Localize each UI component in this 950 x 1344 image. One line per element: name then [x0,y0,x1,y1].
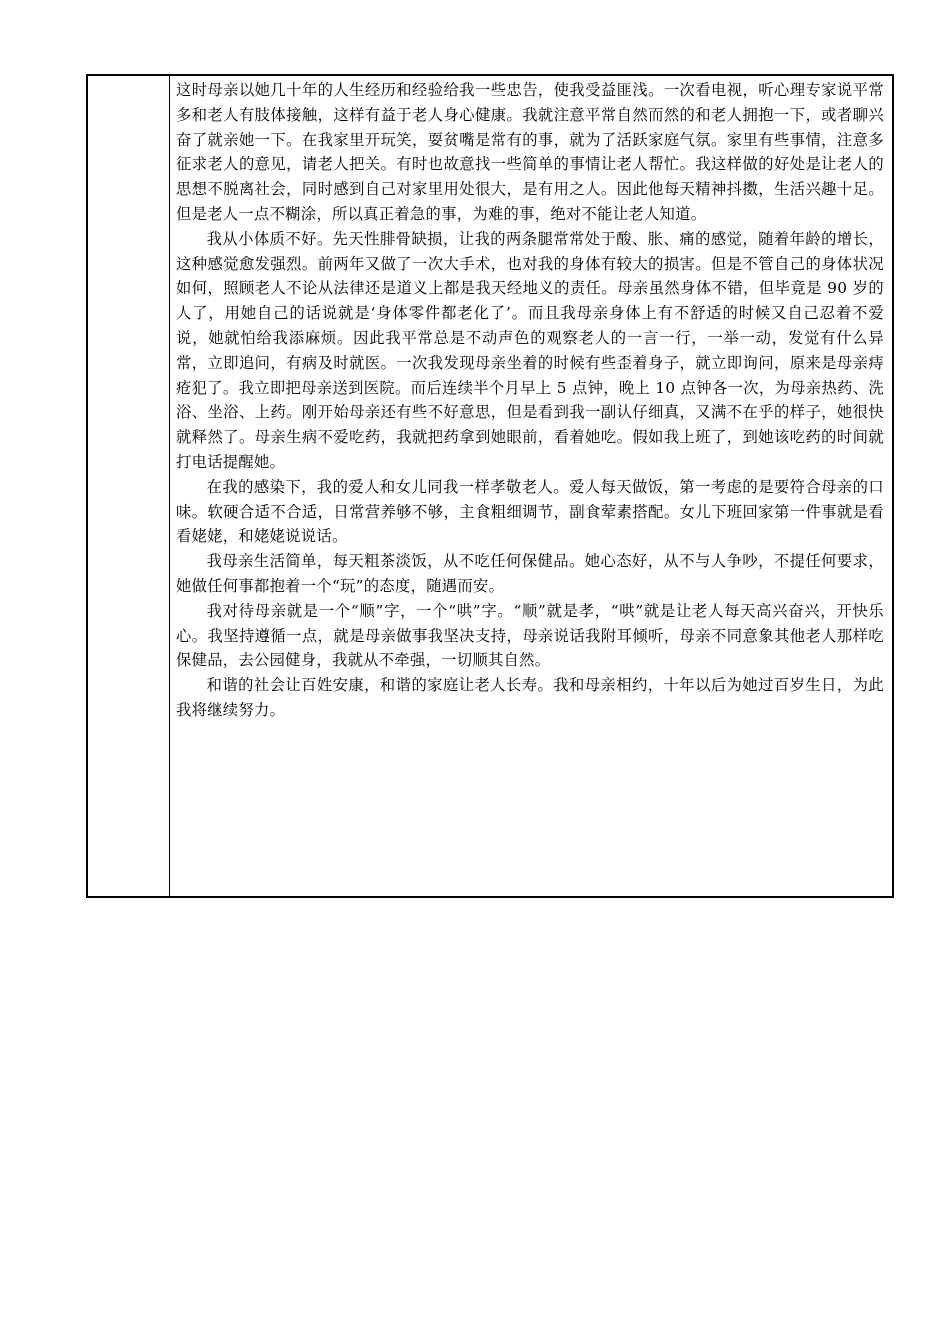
paragraph-5: 我对待母亲就是一个“顺”字，一个“哄”字。“顺”就是孝，“哄”就是让老人每天高兴奋兴，开快乐心。我坚持遵循一点，就是母亲做事我坚决支持，母亲说话我附耳倾听，母亲不同意象其他老人那样吃保健品，去公园健身，我就从不牵强，一切顺其自然。 [176,601,884,670]
document-table [86,74,894,898]
paragraph-4: 我母亲生活简单，每天粗茶淡饭，从不吃任何保健品。她心态好，从不与人争吵，不提任何要求，她做任何事都抱着一个“玩”的态度，随遇而安。 [176,552,884,595]
table-left-column [88,76,170,896]
paragraph-2: 我从小体质不好。先天性腓骨缺损，让我的两条腿常常处于酸、胀、痛的感觉，随着年龄的增长，这种感觉愈发强烈。前两年又做了一次大手术，也对我的身体有较大的损害。但是不管自己的身体状况如何，照顾老人不论从法律还是道义上都是我天经地义的责任。母亲虽然身体不错，但毕竟是 90 岁的人了，用她自己的话说就是‘身体零件都老化了’。而且我母亲身体上有不舒适的时候又自己忍着不爱说，她就怕给我添麻烦。因此我平常总是不动声色的观察老人的一言一行，一举一动，发觉有什么异常，立即追问，有病及时就医。一次我发现母亲坐着的时候有些歪着身子，就立即询问，原来是母亲痔疮犯了。我立即把母亲送到医院。而后连续半个月早上 5 点钟，晚上 10 点钟各一次，为母亲热药、洗浴、坐浴、上药。刚开始母亲还有些不好意思，但是看到我一副认仔细真，又满不在乎的样子，她很快就释然了。母亲生病不爱吃药，我就把药拿到她眼前，看着她吃。假如我上班了，到她该吃药的时间就打电话提醒她。 [176,229,884,471]
paragraph-3: 在我的感染下，我的爱人和女儿同我一样孝敬老人。爱人每天做饭，第一考虑的是要符合母亲的口味。软硬合适不合适，日常营养够不够，主食粗细调节，副食荤素搭配。女儿下班回家第一件事就是看看姥姥，和姥姥说说话。 [176,477,884,546]
paragraph-6: 和谐的社会让百姓安康，和谐的家庭让老人长寿。我和母亲相约，十年以后为她过百岁生日，为此我将继续努力。 [176,676,884,719]
paragraph-1: 这时母亲以她几十年的人生经历和经验给我一些忠告，使我受益匪浅。一次看电视，听心理专家说平常多和老人有肢体接触，这样有益于老人身心健康。我就注意平常自然而然的和老人拥抱一下，或者聊兴奋了就亲她一下。在我家里开玩笑，耍贫嘴是常有的事，就为了活跃家庭气氛。家里有些事情，注意多征求老人的意见，请老人把关。有时也故意找一些简单的事情让老人帮忙。我这样做的好处是让老人的思想不脱离社会，同时感到自己对家里用处很大，是有用之人。因此他每天精神抖擞，生活兴趣十足。但是老人一点不糊涂，所以真正着急的事，为难的事，绝对不能让老人知道。 [176,81,884,223]
table-content-cell [170,76,892,896]
